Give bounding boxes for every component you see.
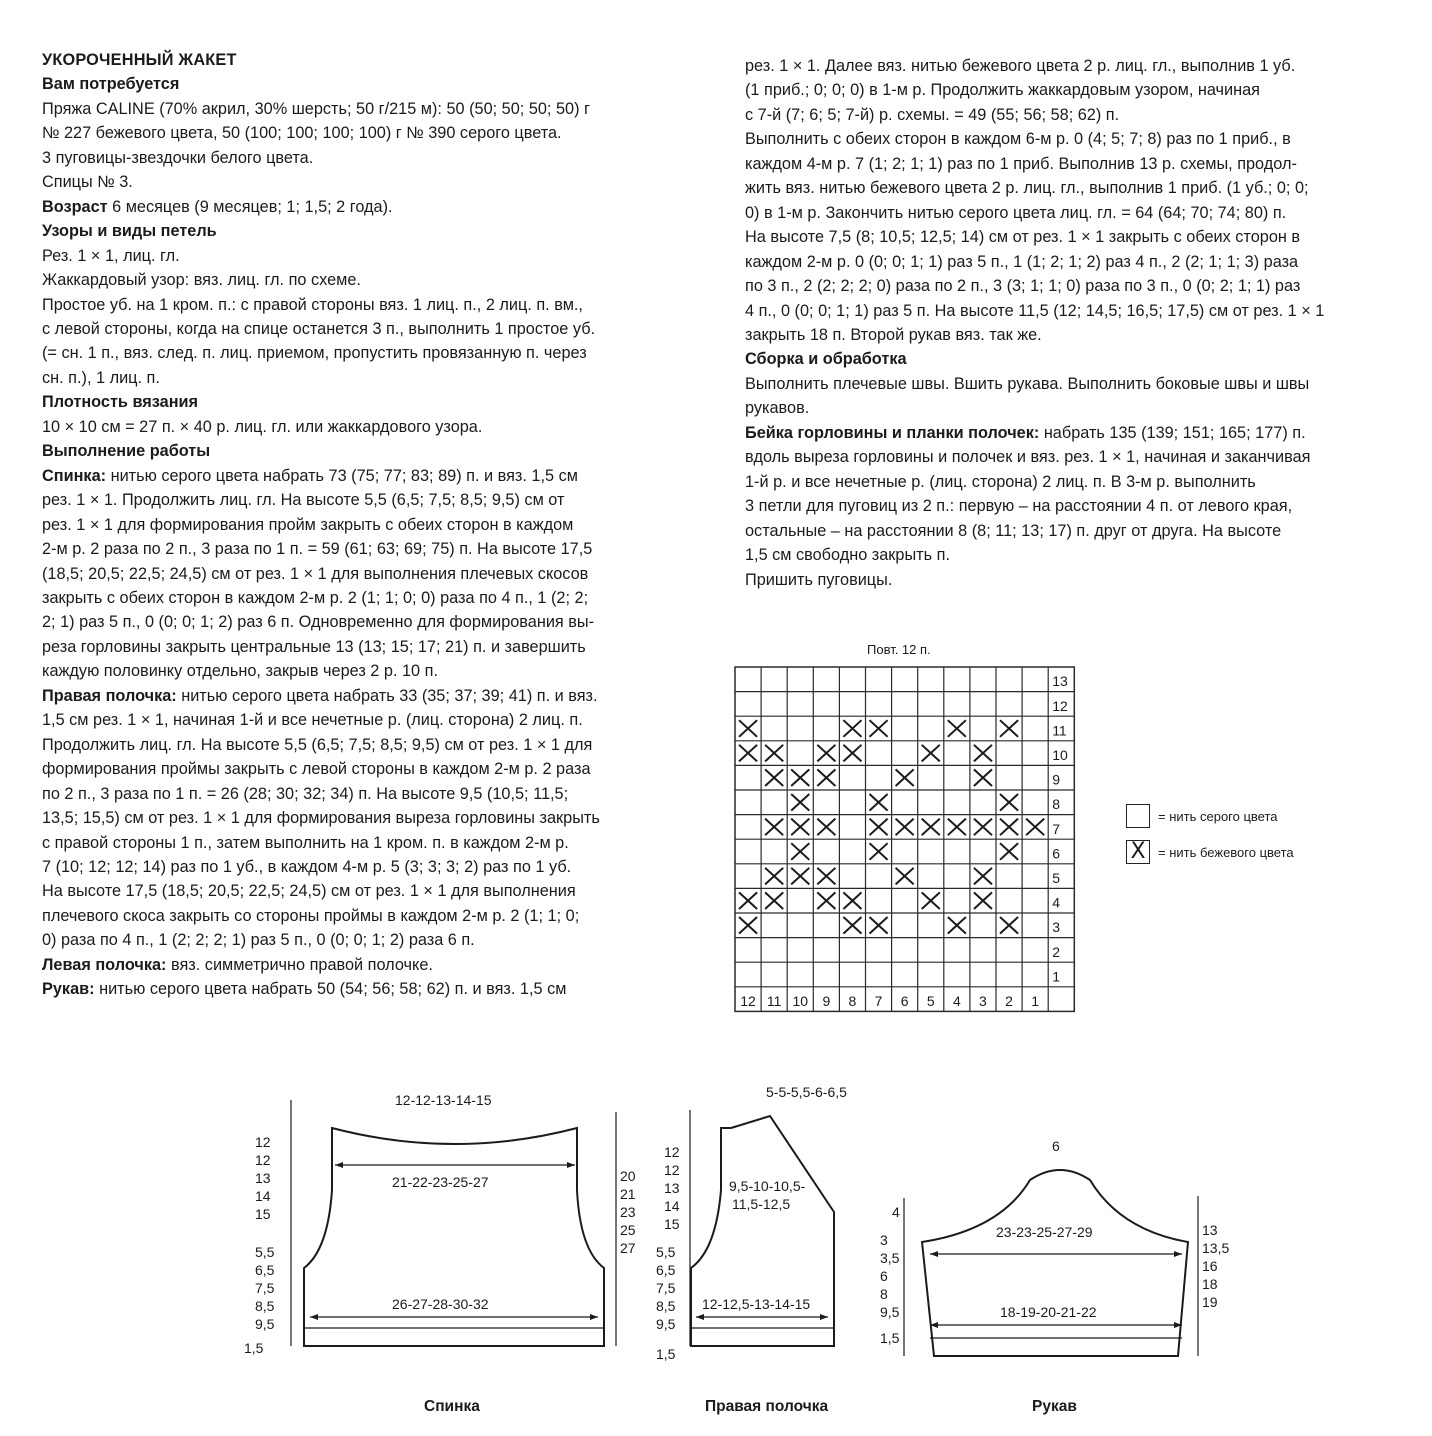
sleeve-title: Рукав <box>1032 1398 1077 1415</box>
front-side-height: 8,5 <box>656 1298 676 1314</box>
chart-beige-stitch <box>791 868 809 885</box>
chart-beige-stitch <box>1026 819 1044 836</box>
left-column-line <box>42 97 662 121</box>
instructions-right-column <box>745 54 1375 592</box>
back-lower-width: 26-27-28-30-32 <box>392 1296 489 1312</box>
right-column-line <box>745 470 1375 494</box>
legend-gray-label: = нить серого цвета <box>1158 808 1278 824</box>
back-rib-height: 1,5 <box>244 1340 264 1356</box>
left-column-line <box>42 513 662 537</box>
left-column-line <box>42 390 662 414</box>
sleeve-total-height: 19 <box>1202 1294 1218 1310</box>
back-outline <box>304 1128 604 1346</box>
right-column-line <box>745 152 1375 176</box>
chart-column-number: 9 <box>822 992 831 1009</box>
chart-beige-stitch <box>765 819 783 836</box>
chart-beige-stitch <box>1000 720 1018 737</box>
left-column-line <box>42 170 662 194</box>
section-lead: Спинка: <box>42 466 107 485</box>
front-armhole-height: 15 <box>664 1216 680 1232</box>
line-text: 2; 1) раз 5 п., 0 (0; 0; 1; 2) раз 6 п. Одновременно для формирования вы- <box>42 613 595 632</box>
right-column-line <box>745 176 1375 200</box>
chart-beige-stitch <box>817 769 835 786</box>
left-column-line <box>42 806 662 830</box>
sleeve-total-height: 13,5 <box>1202 1240 1230 1256</box>
left-column-line <box>42 855 662 879</box>
sleeve-total-height: 18 <box>1202 1276 1218 1292</box>
line-text: (18,5; 20,5; 22,5; 24,5) см от рез. 1 × 1 для выполнения плечевых скосов <box>42 564 589 583</box>
line-text: плечевого скоса закрыть со стороны проймы в каждом 2-м р. 2 (1; 1; 0; <box>42 906 580 925</box>
chart-row-number: 11 <box>1052 722 1067 739</box>
line-text: каждом 4-м р. 7 (1; 2; 1; 1) раз по 1 приб. Выполнив 13 р. схемы, продол- <box>745 154 1297 173</box>
back-side-height: 5,5 <box>255 1244 275 1260</box>
legend-beige-label: = нить бежевого цвета <box>1158 844 1294 860</box>
left-column-line <box>42 733 662 757</box>
line-text: Жаккардовый узор: вяз. лиц. гл. по схеме. <box>42 271 361 290</box>
line-text: 1,5 см рез. 1 × 1, начиная 1-й и все нечетные р. (лиц. сторона) 2 лиц. п. <box>42 711 583 730</box>
chart-column-number: 1 <box>1031 992 1040 1009</box>
line-text: Спицы № 3. <box>42 173 133 192</box>
chart-beige-stitch <box>896 819 914 836</box>
chart-beige-stitch <box>974 745 992 762</box>
chart-beige-stitch <box>739 917 757 934</box>
right-column-line <box>745 421 1375 445</box>
chart-beige-stitch <box>791 769 809 786</box>
line-text: с левой стороны, когда на спице останется 3 п., выполнить 1 простое уб. <box>42 319 596 338</box>
back-total-height: 27 <box>620 1240 636 1256</box>
chart-beige-stitch <box>791 794 809 811</box>
line-text: рез. 1 × 1. Продолжить лиц. гл. На высоте 5,5 (6,5; 7,5; 8,5; 9,5) см от <box>42 491 565 510</box>
sleeve-upper-width: 23-23-25-27-29 <box>996 1224 1093 1240</box>
back-armhole-height: 13 <box>255 1170 271 1186</box>
sleeve-lower-width: 18-19-20-21-22 <box>1000 1304 1097 1320</box>
chart-beige-stitch <box>843 917 861 934</box>
line-text: 1-й р. и все нечетные р. (лиц. сторона) 2 лиц. п. В 3-м р. выполнить <box>745 472 1256 491</box>
left-column-line <box>42 317 662 341</box>
back-armhole-height: 12 <box>255 1152 271 1168</box>
back-neck-width: 12-12-13-14-15 <box>395 1092 492 1108</box>
line-text: закрыть 18 п. Второй рукав вяз. так же. <box>745 325 1042 344</box>
right-column-line <box>745 103 1375 127</box>
chart-row-number: 2 <box>1052 943 1060 960</box>
left-column-line <box>42 977 662 1001</box>
front-rib-height: 1,5 <box>656 1346 676 1362</box>
left-column-line <box>42 537 662 561</box>
line-text: Продолжить лиц. гл. На высоте 5,5 (6,5; 7,5; 8,5; 9,5) см от рез. 1 × 1 для <box>42 735 593 754</box>
line-text: Простое уб. на 1 кром. п.: с правой стороны вяз. 1 лиц. п., 2 лиц. п. вм., <box>42 295 583 314</box>
line-text: Выполнить с обеих сторон в каждом 6-м р. 0 (4; 5; 7; 8) раз по 1 приб., в <box>745 130 1291 149</box>
chart-row-number: 13 <box>1052 673 1068 690</box>
left-column-line <box>42 72 662 96</box>
legend-beige <box>1126 840 1294 864</box>
chart-beige-stitch <box>843 892 861 909</box>
line-text: Узоры и виды петель <box>42 222 217 241</box>
left-column-line <box>42 195 662 219</box>
line-text: 0) в 1-м р. Закончить нитью серого цвета лиц. гл. = 64 (64; 70; 74; 80) п. <box>745 203 1287 222</box>
line-text: реза горловины закрыть центральные 13 (13; 15; 17; 21) п. и завершить <box>42 637 586 656</box>
left-column-line <box>42 439 662 463</box>
chart-beige-stitch <box>870 843 888 860</box>
section-lead: Возраст <box>42 197 108 216</box>
sleeve-side-height: 8 <box>880 1286 888 1302</box>
chart-row-number: 4 <box>1052 894 1060 911</box>
back-side-height: 9,5 <box>255 1316 275 1332</box>
chart-beige-stitch <box>1000 843 1018 860</box>
section-lead: Рукав: <box>42 980 95 999</box>
pattern-schematics <box>0 1070 1432 1430</box>
chart-beige-stitch <box>922 745 940 762</box>
line-text: 1,5 см свободно закрыть п. <box>745 546 950 565</box>
right-column-line <box>745 396 1375 420</box>
sleeve-cap-height: 4 <box>892 1204 900 1220</box>
chart-beige-stitch <box>870 917 888 934</box>
chart-beige-stitch <box>974 819 992 836</box>
chart-beige-stitch <box>739 892 757 909</box>
line-text: 13,5; 15,5) см от рез. 1 × 1 для формирования выреза горловины закрыть <box>42 809 600 828</box>
line-text: нитью серого цвета набрать 50 (54; 56; 58; 62) п. и вяз. 1,5 см <box>94 980 567 999</box>
left-column-line <box>42 366 662 390</box>
chart-row-number: 8 <box>1052 796 1060 813</box>
chart-column-number: 7 <box>874 992 883 1009</box>
line-text: 2-м р. 2 раза по 2 п., 3 раза по 1 п. = 59 (61; 63; 69; 75) п. На высоте 17,5 <box>42 540 593 559</box>
front-armhole-height: 12 <box>664 1162 680 1178</box>
back-side-height: 7,5 <box>255 1280 275 1296</box>
chart-column-number: 11 <box>766 992 782 1009</box>
line-text: с 7-й (7; 6; 5; 7-й) р. схемы. = 49 (55; 56; 58; 62) п. <box>745 105 1120 124</box>
line-text: каждом 2-м р. 0 (0; 0; 1; 1) раз 5 п., 1 (1; 2; 1; 2) раз 4 п., 2 (2; 1; 1; 3) раза <box>745 252 1299 271</box>
chart-beige-stitch <box>870 819 888 836</box>
front-side-height: 6,5 <box>656 1262 676 1278</box>
front-armhole-height: 14 <box>664 1198 680 1214</box>
front-neck-depth-cont: 11,5-12,5 <box>732 1196 791 1212</box>
line-text: Вам потребуется <box>42 75 180 94</box>
line-text: рукавов. <box>745 399 810 418</box>
back-side-height: 6,5 <box>255 1262 275 1278</box>
front-title: Правая полочка <box>705 1398 829 1415</box>
jacquard-chart-grid <box>700 640 1120 1020</box>
chart-column-number: 6 <box>900 992 909 1009</box>
line-text: 10 × 10 см = 27 п. × 40 р. лиц. гл. или жаккардового узора. <box>42 417 483 436</box>
jacquard-chart <box>700 640 1120 1020</box>
sleeve-total-height: 16 <box>1202 1258 1218 1274</box>
line-text: с правой стороны 1 п., затем выполнить на 1 кром. п. в каждом 2-м р. <box>42 833 569 852</box>
right-column-line <box>745 494 1375 518</box>
front-side-height: 9,5 <box>656 1316 676 1332</box>
chart-beige-stitch <box>896 769 914 786</box>
chart-column-number: 3 <box>979 992 987 1009</box>
right-column-line <box>745 519 1375 543</box>
front-armhole-height: 12 <box>664 1144 680 1160</box>
right-column-line <box>745 201 1375 225</box>
back-title: Спинка <box>424 1398 480 1415</box>
left-column-line <box>42 879 662 903</box>
left-column-line <box>42 782 662 806</box>
left-column-line <box>42 586 662 610</box>
line-text: сн. п.), 1 лиц. п. <box>42 368 160 387</box>
left-column-line <box>42 684 662 708</box>
front-shoulder-width: 5-5-5,5-6-6,5 <box>766 1084 847 1100</box>
chart-beige-stitch <box>1000 794 1018 811</box>
line-text: 7 (10; 12; 12; 14) раз по 1 уб., в каждом 4-м р. 5 (3; 3; 3; 2) раз по 1 уб. <box>42 857 572 876</box>
back-armhole-height: 15 <box>255 1206 271 1222</box>
line-text: каждую половинку отдельно, закрыв через 2 р. 10 п. <box>42 662 438 681</box>
front-neck-depth: 9,5-10-10,5- <box>729 1178 806 1194</box>
chart-beige-stitch <box>948 720 966 737</box>
right-column-line <box>745 372 1375 396</box>
chart-column-number: 8 <box>848 992 857 1009</box>
line-text: по 2 п., 3 раза по 1 п. = 26 (28; 30; 32; 34) п. На высоте 9,5 (10,5; 11,5; <box>42 784 569 803</box>
chart-beige-stitch <box>1000 819 1018 836</box>
chart-beige-stitch <box>739 745 757 762</box>
line-text: нитью серого цвета набрать 33 (35; 37; 39; 41) п. и вяз. <box>176 686 598 705</box>
left-column-line <box>42 464 662 488</box>
line-text: закрыть с обеих сторон в каждом 2-м р. 2 (1; 1; 0; 0) раза по 4 п., 1 (2; 2; <box>42 588 589 607</box>
right-column-line <box>745 543 1375 567</box>
back-total-height: 23 <box>620 1204 636 1220</box>
right-column-line <box>745 445 1375 469</box>
left-column-line <box>42 219 662 243</box>
chart-column-number: 2 <box>1005 992 1013 1009</box>
sleeve-side-height: 9,5 <box>880 1304 900 1320</box>
left-column-line <box>42 293 662 317</box>
instructions-left-column <box>42 48 662 1002</box>
chart-beige-stitch <box>791 843 809 860</box>
line-text: набрать 135 (139; 151; 165; 177) п. <box>1039 423 1306 442</box>
right-column-line <box>745 274 1375 298</box>
back-armhole-height: 12 <box>255 1134 271 1150</box>
left-column-line <box>42 146 662 170</box>
line-text: по 3 п., 2 (2; 2; 2; 0) раза по 2 п., 3 (3; 1; 1; 0) раза по 3 п., 0 (0; 2; 1; 1) раз <box>745 277 1301 296</box>
line-text: Рез. 1 × 1, лиц. гл. <box>42 246 180 265</box>
section-lead: Бейка горловины и планки полочек: <box>745 423 1040 442</box>
right-column-line <box>745 127 1375 151</box>
back-total-height: 21 <box>620 1186 636 1202</box>
chart-beige-stitch <box>817 892 835 909</box>
chart-column-number: 12 <box>740 992 756 1009</box>
legend-gray-swatch <box>1126 804 1150 828</box>
right-column-line <box>745 299 1375 323</box>
line-text: На высоте 7,5 (8; 10,5; 12,5; 14) см от рез. 1 × 1 закрыть с обеих сторон в <box>745 228 1301 247</box>
chart-beige-stitch <box>948 917 966 934</box>
line-text: вдоль выреза горловины и полочек и вяз. рез. 1 × 1, начиная и заканчивая <box>745 448 1311 467</box>
chart-beige-stitch <box>922 892 940 909</box>
line-text: 3 пуговицы-звездочки белого цвета. <box>42 148 314 167</box>
line-text: Сборка и обработка <box>745 350 907 369</box>
line-text: 0) раза по 4 п., 1 (2; 2; 2; 1) раз 5 п., 0 (0; 0; 1; 2) раза 6 п. <box>42 931 475 950</box>
chart-beige-stitch <box>739 720 757 737</box>
left-column-line <box>42 904 662 928</box>
line-text: Пришить пуговицы. <box>745 570 893 589</box>
right-column-line <box>745 78 1375 102</box>
line-text: 3 петли для пуговиц из 2 п.: первую – на расстоянии 4 п. от левого края, <box>745 497 1293 516</box>
chart-row-number: 5 <box>1052 869 1060 886</box>
sleeve-side-height: 3 <box>880 1232 888 1248</box>
line-text: Пряжа CALINE (70% акрил, 30% шерсть; 50 г/215 м): 50 (50; 50; 50; 50) г <box>42 99 590 118</box>
chart-beige-stitch <box>870 794 888 811</box>
right-column-line <box>745 250 1375 274</box>
chart-beige-stitch <box>765 769 783 786</box>
line-text: № 227 бежевого цвета, 50 (100; 100; 100; 100) г № 390 серого цвета. <box>42 124 562 143</box>
chart-beige-stitch <box>974 868 992 885</box>
line-text: вяз. симметрично правой полочке. <box>166 955 433 974</box>
right-column-line <box>745 323 1375 347</box>
back-upper-width: 21-22-23-25-27 <box>392 1174 489 1190</box>
line-text: (1 приб.; 0; 0; 0) в 1-м р. Продолжить жаккардовым узором, начиная <box>745 81 1260 100</box>
line-text: 6 месяцев (9 месяцев; 1; 1,5; 2 года). <box>107 197 393 216</box>
section-lead: Левая полочка: <box>42 955 167 974</box>
line-text: Выполнение работы <box>42 442 211 461</box>
right-column-line <box>745 225 1375 249</box>
chart-beige-stitch <box>843 720 861 737</box>
section-lead: Правая полочка: <box>42 686 177 705</box>
left-column-line <box>42 415 662 439</box>
legend-gray <box>1126 804 1278 828</box>
sleeve-outline <box>922 1170 1188 1356</box>
chart-beige-stitch <box>948 819 966 836</box>
left-column-line <box>42 488 662 512</box>
chart-column-number: 10 <box>792 992 809 1009</box>
chart-beige-stitch <box>843 745 861 762</box>
sleeve-rib-height: 1,5 <box>880 1330 900 1346</box>
chart-caption: Повт. 12 п. <box>867 642 931 657</box>
line-text: жить вяз. нитью бежевого цвета 2 р. лиц. гл., выполнив 1 приб. (1 уб.; 0; 0; <box>745 179 1309 198</box>
line-text: формирования проймы закрыть с левой стороны в каждом 2-м р. 2 раза <box>42 760 591 779</box>
chart-row-number: 12 <box>1052 697 1068 714</box>
line-text: УКОРОЧЕННЫЙ ЖАКЕТ <box>42 51 237 69</box>
line-text: 4 п., 0 (0; 0; 1; 1) раз 5 п. На высоте 11,5 (12; 14,5; 16,5; 17,5) см от рез. 1 × 1 <box>745 301 1325 320</box>
left-column-line <box>42 928 662 952</box>
left-column-line <box>42 121 662 145</box>
left-column-line <box>42 757 662 781</box>
back-side-height: 8,5 <box>255 1298 275 1314</box>
line-text: нитью серого цвета набрать 73 (75; 77; 83; 89) п. и вяз. 1,5 см <box>106 466 578 485</box>
sleeve-total-height: 13 <box>1202 1222 1218 1238</box>
left-column-line <box>42 244 662 268</box>
chart-beige-stitch <box>817 745 835 762</box>
line-text: рез. 1 × 1. Далее вяз. нитью бежевого цвета 2 р. лиц. гл., выполнив 1 уб. <box>745 57 1296 75</box>
left-column-line <box>42 610 662 634</box>
left-column-line <box>42 635 662 659</box>
front-side-height: 7,5 <box>656 1280 676 1296</box>
line-text: остальные – на расстоянии 8 (8; 11; 13; 17) п. друг от друга. На высоте <box>745 521 1282 540</box>
chart-beige-stitch <box>765 892 783 909</box>
chart-beige-stitch <box>791 819 809 836</box>
front-lower-width: 12-12,5-13-14-15 <box>702 1296 811 1312</box>
back-total-height: 25 <box>620 1222 636 1238</box>
front-armhole-height: 13 <box>664 1180 680 1196</box>
left-column-line <box>42 268 662 292</box>
chart-beige-stitch <box>974 769 992 786</box>
left-column-line <box>42 48 662 72</box>
right-column-line <box>745 54 1375 78</box>
chart-column-number: 4 <box>952 992 961 1009</box>
chart-beige-stitch <box>1000 917 1018 934</box>
chart-row-number: 7 <box>1052 820 1060 837</box>
sleeve-side-height: 6 <box>880 1268 888 1284</box>
legend-beige-swatch: X <box>1126 840 1150 864</box>
line-text: рез. 1 × 1 для формирования пройм закрыть с обеих сторон в каждом <box>42 515 574 534</box>
chart-row-number: 9 <box>1052 771 1060 788</box>
chart-beige-stitch <box>765 868 783 885</box>
line-text: Выполнить плечевые швы. Вшить рукава. Выполнить боковые швы и швы <box>745 374 1310 393</box>
right-column-line <box>745 347 1375 371</box>
back-armhole-height: 14 <box>255 1188 271 1204</box>
chart-row-number: 1 <box>1052 968 1060 985</box>
left-column-line <box>42 659 662 683</box>
chart-beige-stitch <box>870 720 888 737</box>
line-text: Плотность вязания <box>42 393 199 412</box>
back-total-height: 20 <box>620 1168 636 1184</box>
chart-beige-stitch <box>765 745 783 762</box>
chart-beige-stitch <box>974 892 992 909</box>
left-column-line <box>42 708 662 732</box>
right-column-line <box>745 568 1375 592</box>
chart-beige-stitch <box>817 819 835 836</box>
line-text: (= сн. 1 п., вяз. след. п. лиц. приемом, пропустить провязанную п. через <box>42 344 587 363</box>
chart-row-number: 10 <box>1052 746 1068 763</box>
sleeve-side-height: 3,5 <box>880 1250 900 1266</box>
left-column-line <box>42 953 662 977</box>
sleeve-cap-top: 6 <box>1052 1138 1060 1154</box>
left-column-line <box>42 831 662 855</box>
chart-column-number: 5 <box>926 992 935 1009</box>
chart-beige-stitch <box>817 868 835 885</box>
chart-beige-stitch <box>896 868 914 885</box>
left-column-line <box>42 562 662 586</box>
chart-beige-stitch <box>922 819 940 836</box>
chart-row-number: 6 <box>1052 845 1060 862</box>
front-side-height: 5,5 <box>656 1244 676 1260</box>
chart-row-number: 3 <box>1052 919 1060 936</box>
line-text: На высоте 17,5 (18,5; 20,5; 22,5; 24,5) см от рез. 1 × 1 для выполнения <box>42 882 576 901</box>
left-column-line <box>42 341 662 365</box>
